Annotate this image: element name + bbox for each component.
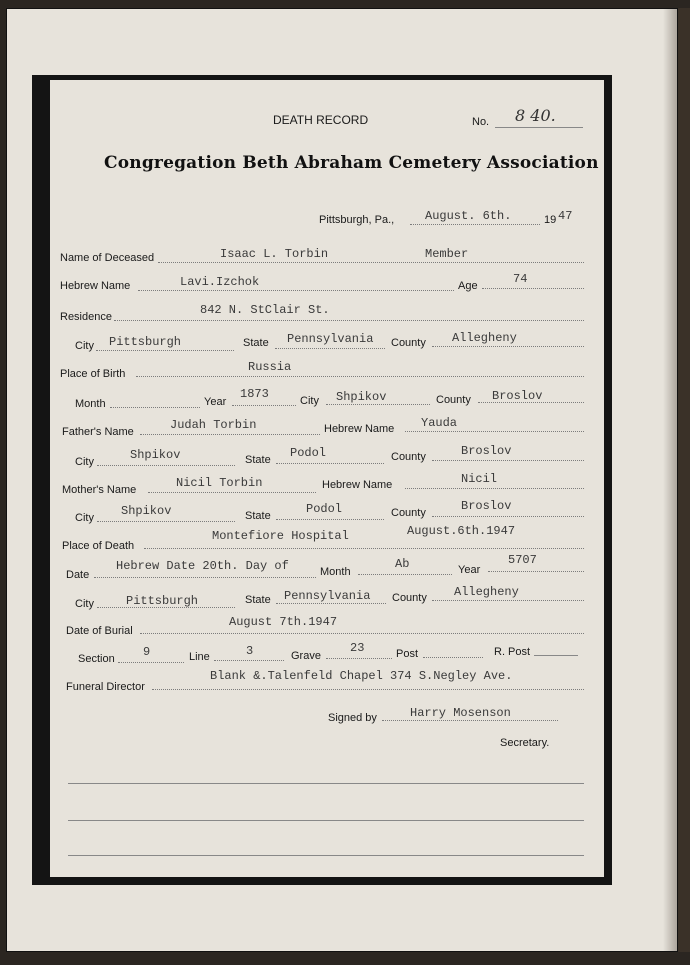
residence-line [114, 320, 584, 321]
grave-value: 23 [350, 641, 365, 655]
birth-city-line [326, 404, 430, 405]
death-place-value: Montefiore Hospital [212, 529, 349, 543]
father-state-label: State [245, 454, 271, 466]
residence-value: 842 N. StClair St. [200, 303, 330, 317]
death-county-value: Allegheny [454, 585, 519, 599]
deceased-name-label: Name of Deceased [60, 252, 155, 264]
post-label: Post [396, 648, 419, 660]
mother-city-line [97, 521, 235, 522]
association-title: Congregation Beth Abraham Cemetery Association [104, 153, 599, 173]
burial-date-line [140, 633, 584, 634]
father-hebrew-label: Hebrew Name [324, 423, 395, 435]
mother-city-label: City [75, 512, 94, 524]
section-line [118, 662, 184, 663]
r-post-line [534, 655, 578, 656]
death-county-label: County [392, 592, 427, 604]
line-label: Line [189, 651, 210, 663]
member-status-value: Member [425, 247, 469, 261]
father-hebrew-value: Yauda [421, 416, 458, 430]
birth-county-line [478, 402, 584, 403]
birth-place-label: Place of Birth [60, 368, 126, 380]
death-year-line [488, 571, 584, 572]
residence-state-label: State [243, 337, 269, 349]
father-county-value: Broslov [461, 444, 512, 458]
residence-county-line [432, 346, 584, 347]
section-value: 9 [143, 645, 151, 659]
residence-state-value: Pennsylvania [287, 332, 374, 346]
line-line [214, 660, 284, 661]
note-line-3 [68, 855, 584, 856]
death-county-line [432, 600, 584, 601]
death-state-value: Pennsylvania [284, 589, 371, 603]
post-line [423, 657, 483, 658]
funeral-director-value: Blank &.Talenfeld Chapel 374 S.Negley Ave. [210, 669, 513, 683]
burial-date-label: Date of Burial [66, 625, 133, 637]
secretary-label: Secretary. [500, 737, 550, 749]
father-city-label: City [75, 456, 94, 468]
father-county-label: County [391, 451, 426, 463]
birth-year-value: 1873 [240, 387, 269, 401]
record-date-line [410, 224, 540, 225]
deceased-name-line [158, 262, 584, 263]
note-line-1 [68, 783, 584, 784]
residence-state-line [275, 348, 385, 349]
grave-label: Grave [291, 650, 321, 662]
record-title: DEATH RECORD [273, 113, 369, 127]
birth-place-value: Russia [248, 360, 292, 374]
death-year-label: Year [458, 564, 481, 576]
hebrew-name-value: Lavi.Izchok [180, 275, 260, 289]
death-hebrew-date-line [94, 577, 316, 578]
mother-hebrew-value: Nicil [461, 472, 498, 486]
birth-county-value: Broslov [492, 389, 543, 403]
mother-county-line [432, 516, 584, 517]
funeral-director-line [152, 689, 584, 690]
death-place-label: Place of Death [62, 540, 135, 552]
death-month-value: Ab [395, 557, 410, 571]
burial-date-value: August 7th.1947 [229, 615, 338, 629]
year-prefix: 19 [544, 214, 557, 226]
mother-city-value: Shpikov [121, 504, 172, 518]
age-line [482, 288, 584, 289]
residence-county-value: Allegheny [452, 331, 517, 345]
page-edge-shadow [663, 9, 677, 951]
father-hebrew-line [405, 431, 584, 432]
mother-state-value: Podol [306, 502, 343, 516]
father-county-line [432, 460, 584, 461]
birth-city-value: Shpikov [336, 390, 387, 404]
funeral-director-label: Funeral Director [66, 681, 145, 693]
father-state-line [276, 463, 384, 464]
father-city-value: Shpikov [130, 448, 181, 462]
birth-year-line [232, 405, 296, 406]
line-value: 3 [246, 644, 254, 658]
birth-year-label: Year [204, 396, 227, 408]
record-number-value: 8 40. [515, 106, 556, 125]
r-post-label: R. Post [494, 646, 531, 658]
mother-state-line [276, 519, 384, 520]
birth-county-label: County [436, 394, 471, 406]
mother-hebrew-label: Hebrew Name [322, 479, 393, 491]
residence-label: Residence [60, 311, 112, 323]
birth-month-label: Month [75, 398, 106, 410]
death-year-value: 5707 [508, 553, 537, 567]
residence-city-label: City [75, 340, 94, 352]
death-city-line [97, 607, 235, 608]
hebrew-name-line [138, 290, 454, 291]
age-label: Age [458, 280, 478, 292]
death-date-value: August.6th.1947 [407, 524, 516, 538]
death-state-line [276, 603, 386, 604]
death-month-label: Month [320, 566, 351, 578]
mother-county-value: Broslov [461, 499, 512, 513]
mother-name-line [148, 492, 316, 493]
signed-by-label: Signed by [328, 712, 377, 724]
mother-county-label: County [391, 507, 426, 519]
mother-name-label: Mother's Name [62, 484, 137, 496]
signed-by-value: Harry Mosenson [410, 706, 511, 720]
death-hebrew-date-value: Hebrew Date 20th. Day of [116, 559, 289, 573]
birth-place-line [136, 376, 584, 377]
residence-county-label: County [391, 337, 426, 349]
hebrew-name-label: Hebrew Name [60, 280, 131, 292]
death-state-label: State [245, 594, 271, 606]
death-city-label: City [75, 598, 94, 610]
record-number-label: No. [472, 116, 490, 128]
death-place-line [144, 548, 584, 549]
death-month-line [358, 574, 452, 575]
record-number-line [495, 127, 583, 128]
place-date-label: Pittsburgh, Pa., [319, 214, 395, 226]
record-date-value: August. 6th. [425, 209, 512, 223]
father-name-label: Father's Name [62, 426, 134, 438]
mother-hebrew-line [405, 488, 584, 489]
grave-line [326, 658, 392, 659]
father-name-value: Judah Torbin [170, 418, 257, 432]
residence-city-line [96, 350, 234, 351]
birth-city-label: City [300, 395, 319, 407]
mother-name-value: Nicil Torbin [176, 476, 263, 490]
age-value: 74 [513, 272, 528, 286]
note-line-2 [68, 820, 584, 821]
death-city-value: Pittsburgh [126, 594, 199, 608]
father-state-value: Podol [290, 446, 327, 460]
signed-by-line [382, 720, 558, 721]
birth-month-line [110, 407, 200, 408]
book-binding [678, 8, 690, 952]
death-hebrew-date-label: Date [66, 569, 90, 581]
section-label: Section [78, 653, 115, 665]
record-year-value: 47 [558, 209, 573, 223]
deceased-name-value: Isaac L. Torbin [220, 247, 329, 261]
father-name-line [140, 434, 320, 435]
residence-city-value: Pittsburgh [109, 335, 182, 349]
mother-state-label: State [245, 510, 271, 522]
father-city-line [97, 465, 235, 466]
